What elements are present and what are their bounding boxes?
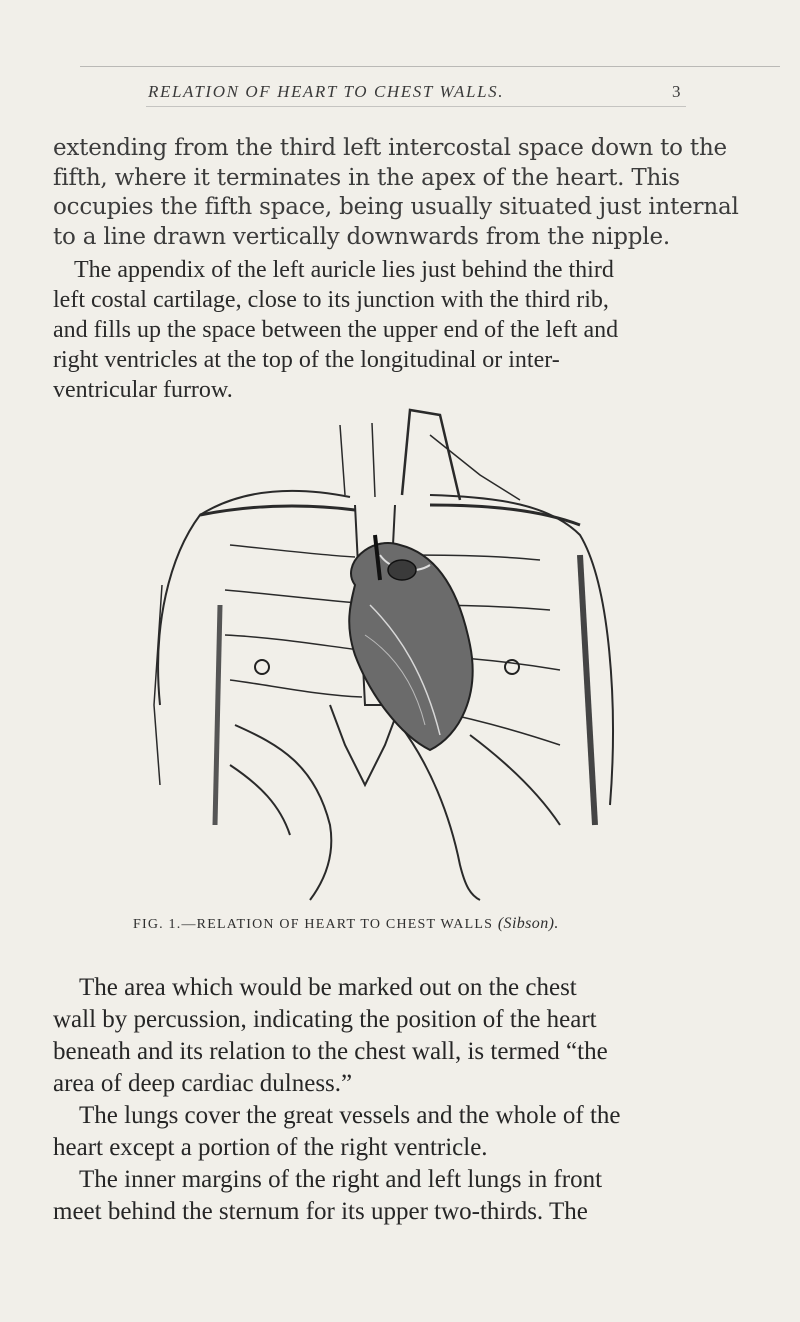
caption-source: (Sibson). [497,915,559,932]
running-head: RELATION OF HEART TO CHEST WALLS. [148,82,505,101]
text-line: meet behind the sternum for its upper two-thirds. The [53,1198,588,1225]
text-line: fifth, where it terminates in the apex of the heart. This [53,164,680,191]
heart-chest-illustration [140,405,620,905]
text-line: beneath and its relation to the chest wall, is termed “the [53,1038,608,1065]
figure-caption [133,915,733,933]
text-line: occupies the fifth space, being usually situated just internal [53,194,739,220]
text-line: to a line drawn vertically downwards from the nipple. [53,223,670,250]
text-line: area of deep cardiac dulness.” [53,1070,353,1097]
text-line: right ventricles at the top of the longitudinal or inter- [53,347,560,373]
text-line: The inner margins of the right and left lungs in front [79,1166,603,1193]
text-line: left costal cartilage, close to its junction with the third rib, [53,287,609,313]
header-rule [146,106,686,107]
text-line: extending from the third left intercostal space down to the [53,135,727,161]
text-line: heart except a portion of the right ventricle. [53,1134,488,1161]
page-number: 3 [672,82,681,101]
text-line: wall by percussion, indicating the position of the heart [53,1006,597,1033]
text-line: ventricular furrow. [53,377,233,403]
text-line: The lungs cover the great vessels and the whole of the [79,1102,621,1129]
text-line: and fills up the space between the upper end of the left and [53,317,619,343]
text-line: The area which would be marked out on the chest [79,974,577,1001]
caption-label: FIG. 1.—RELATION OF HEART TO CHEST WALLS [133,917,494,932]
paragraph-1 [53,134,739,252]
text-line: The appendix of the left auricle lies just behind the third [74,257,614,283]
paragraph-2 [53,255,687,405]
top-rule [80,66,780,67]
paragraph-3 [53,972,693,1228]
